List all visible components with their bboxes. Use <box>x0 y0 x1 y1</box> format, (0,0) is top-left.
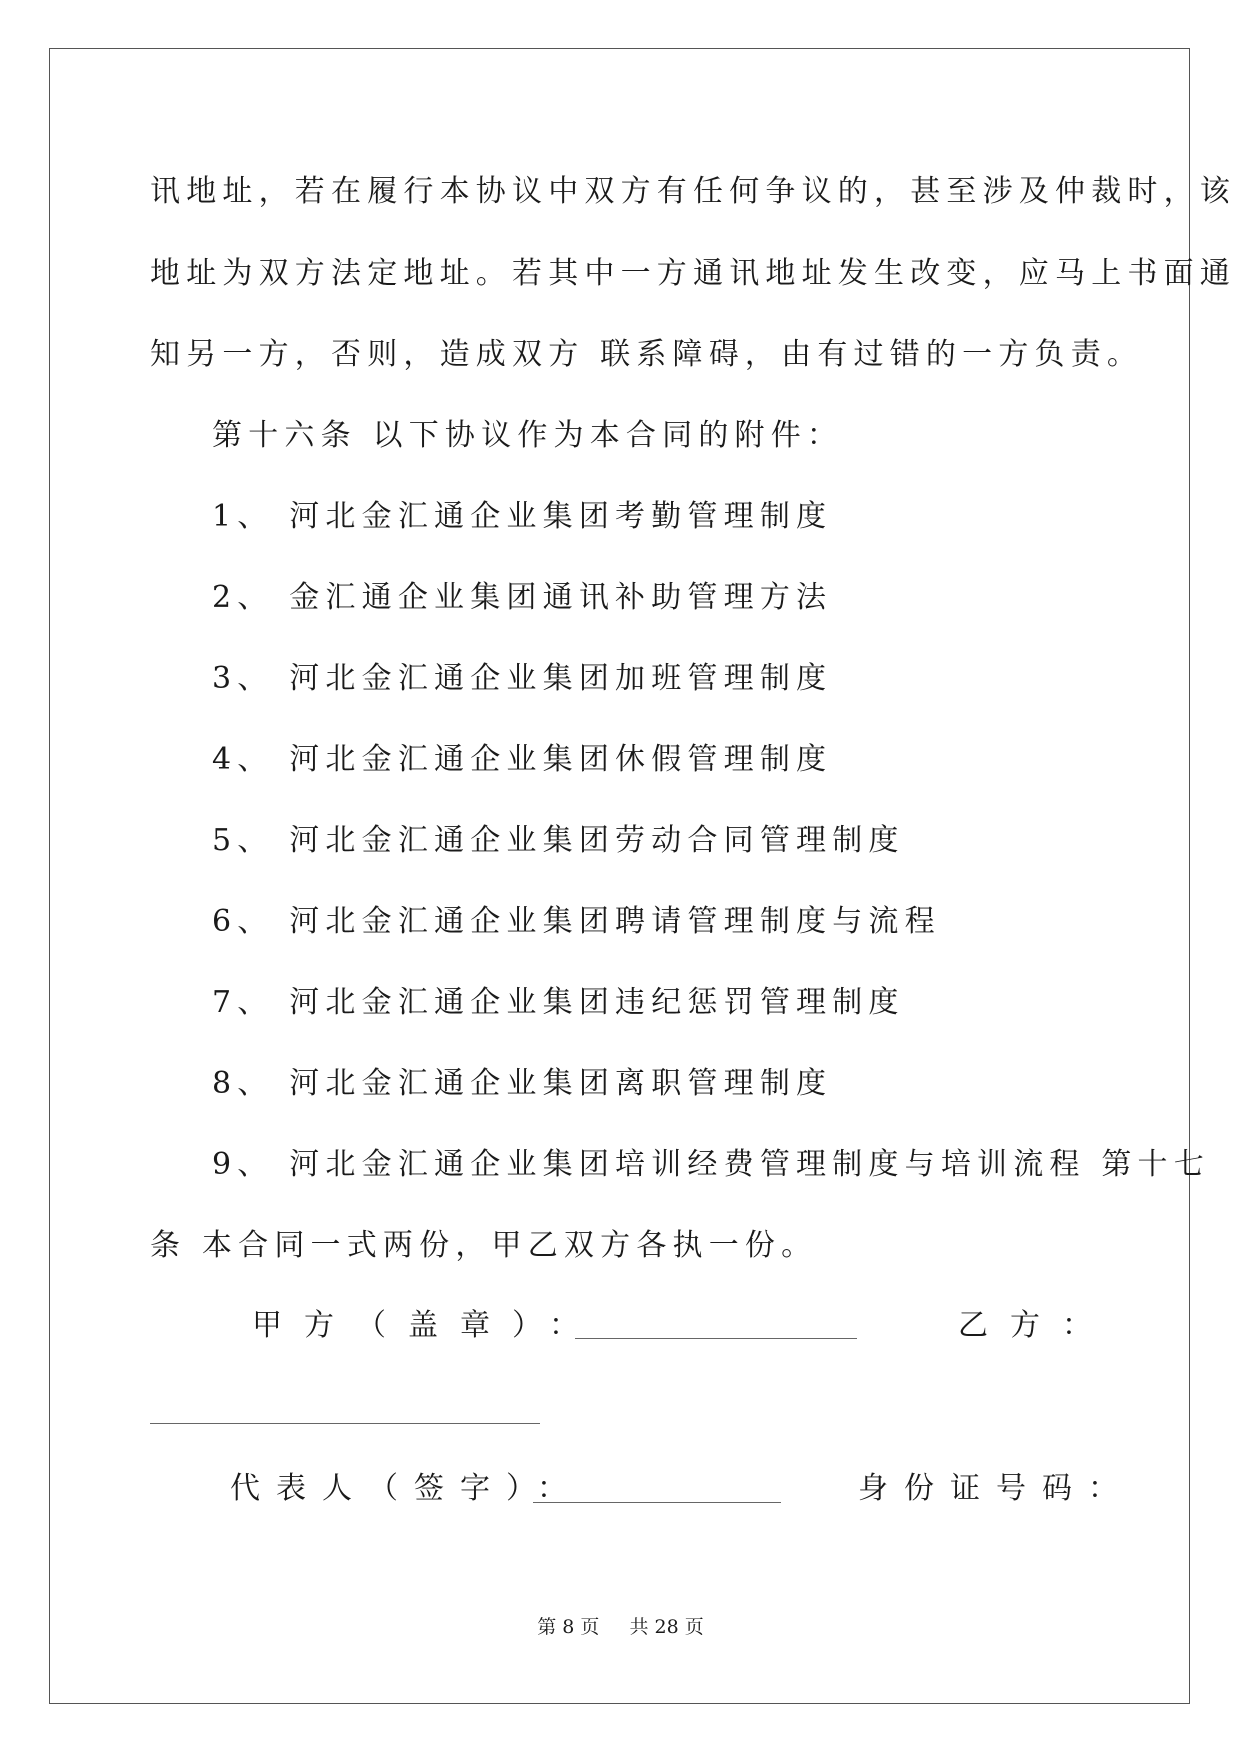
article-17-text: 条 本合同一式两份，甲乙双方各执一份。 <box>150 1228 818 1263</box>
representative-label: 代表人（签字）： <box>230 1471 583 1506</box>
page-footer <box>0 1612 1241 1639</box>
article-16-heading: 第十六条 以下协议作为本合同的附件： <box>212 418 844 453</box>
footer-page-label: 第 <box>537 1616 557 1638</box>
footer-page-total: 28 <box>654 1616 679 1638</box>
footer-total-unit: 页 <box>684 1616 704 1638</box>
attachment-item: 2、 金汇通企业集团通讯补助管理方法 <box>212 580 833 615</box>
representative-blank <box>533 1502 781 1503</box>
attachment-item: 9、 河北金汇通企业集团培训经费管理制度与培训流程 第十七 <box>212 1147 1210 1182</box>
footer-total-label: 共 <box>629 1616 649 1638</box>
attachment-item: 4、 河北金汇通企业集团休假管理制度 <box>212 742 833 777</box>
id-number-label: 身份证号码： <box>858 1471 1134 1506</box>
attachment-item: 1、 河北金汇通企业集团考勤管理制度 <box>212 499 833 534</box>
page-border <box>49 48 1190 1704</box>
paragraph-line: 地址为双方法定地址。若其中一方通讯地址发生改变，应马上书面通 <box>150 256 1236 291</box>
party-b-label: 乙方： <box>958 1308 1114 1343</box>
attachment-item: 3、 河北金汇通企业集团加班管理制度 <box>212 661 833 696</box>
footer-page-current: 8 <box>562 1616 575 1638</box>
attachment-item: 6、 河北金汇通企业集团聘请管理制度与流程 <box>212 904 941 939</box>
party-a-label: 甲方（盖章）： <box>252 1308 601 1343</box>
attachment-item: 8、 河北金汇通企业集团离职管理制度 <box>212 1066 833 1101</box>
paragraph-line: 讯地址，若在履行本协议中双方有任何争议的，甚至涉及仲裁时，该 <box>150 174 1236 209</box>
party-b-blank <box>150 1423 540 1424</box>
attachment-item: 5、 河北金汇通企业集团劳动合同管理制度 <box>212 823 905 858</box>
attachment-item: 7、 河北金汇通企业集团违纪惩罚管理制度 <box>212 985 905 1020</box>
footer-page-unit: 页 <box>580 1616 600 1638</box>
party-a-blank <box>575 1338 857 1339</box>
paragraph-line: 知另一方，否则，造成双方 联系障碍，由有过错的一方负责。 <box>150 337 1144 372</box>
